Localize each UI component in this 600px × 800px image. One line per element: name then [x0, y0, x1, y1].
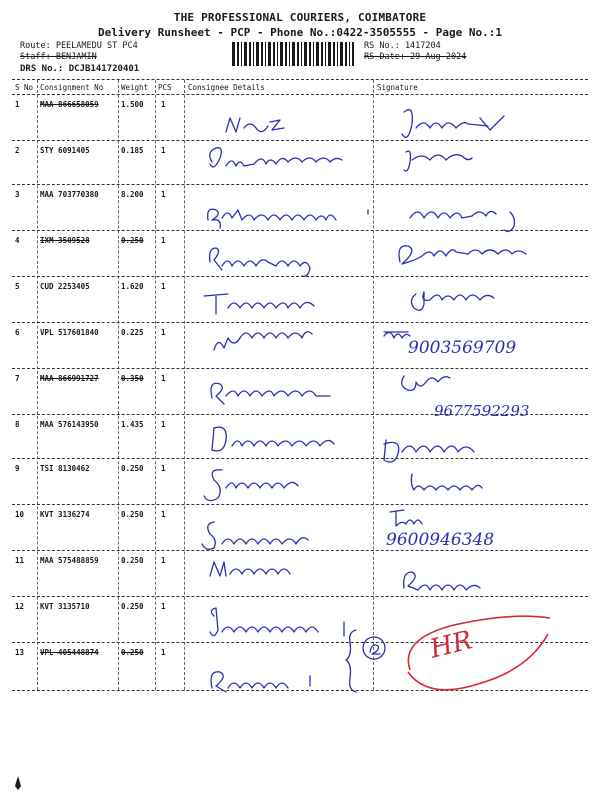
row-consignment-no: MAA 866991727 — [40, 374, 99, 383]
route-label: Route: PEELAMEDU ST PC4 — [20, 41, 138, 51]
row-weight: 0.250 — [121, 510, 144, 519]
handwritten-brace — [346, 630, 356, 692]
row-sno: 3 — [15, 190, 20, 199]
row-pcs: 1 — [161, 236, 166, 245]
col-header-consignee: Consignee Details — [188, 83, 265, 92]
row-pcs: 1 — [161, 328, 166, 337]
row-pcs: 1 — [161, 100, 166, 109]
row-weight: 0.225 — [121, 328, 144, 337]
handwritten-signature — [411, 292, 494, 310]
handwritten-name — [210, 608, 344, 636]
handwritten-phone: 9003569709 — [408, 338, 517, 358]
row-pcs: 1 — [161, 146, 166, 155]
handwritten-signature — [410, 211, 515, 231]
row-weight: 0.250 — [121, 236, 144, 245]
row-pcs: 1 — [161, 190, 166, 199]
handwritten-phone: 9677592293 — [434, 402, 530, 420]
handwritten-signature — [404, 151, 472, 171]
row-consignment-no: STY 6091405 — [40, 146, 90, 155]
handwritten-name — [226, 118, 284, 132]
row-consignment-no: VPL 517601840 — [40, 328, 99, 337]
row-pcs: 1 — [161, 374, 166, 383]
row-weight: 0.250 — [121, 648, 144, 657]
row-sno: 9 — [15, 464, 20, 473]
row-sno: 2 — [15, 146, 20, 155]
row-consignment-no: TSI 8130462 — [40, 464, 90, 473]
row-consignment-no: MAA 866658059 — [40, 100, 99, 109]
row-weight: 0.250 — [121, 464, 144, 473]
handwritten-name — [212, 427, 334, 451]
row-sno: 13 — [15, 648, 25, 657]
row-weight: 1.435 — [121, 420, 144, 429]
handwritten-name — [204, 294, 314, 314]
row-pcs: 1 — [161, 282, 166, 291]
row-sno: 6 — [15, 328, 20, 337]
row-pcs: 1 — [161, 510, 166, 519]
red-stamp — [396, 612, 560, 696]
handwritten-name — [202, 522, 308, 549]
col-header-pcs: PCS — [158, 83, 172, 92]
row-sno: 1 — [15, 100, 20, 109]
row-consignment-no: IXM 3509528 — [40, 236, 90, 245]
handwritten-signature — [384, 332, 410, 338]
row-weight: 1.500 — [121, 100, 144, 109]
row-pcs: 1 — [161, 556, 166, 565]
drs-number: DRS No.: DCJB141720401 — [20, 64, 140, 74]
rs-date: RS Date: 29-Aug-2024 — [364, 52, 467, 62]
row-consignment-no: CUD 2253405 — [40, 282, 90, 291]
row-pcs: 1 — [161, 464, 166, 473]
row-weight: 0.250 — [121, 556, 144, 565]
row-consignment-no: MAA 703770380 — [40, 190, 99, 199]
row-consignment-no: MAA 576143950 — [40, 420, 99, 429]
row-pcs: 1 — [161, 420, 166, 429]
row-weight: 0.185 — [121, 146, 144, 155]
row-sno: 12 — [15, 602, 25, 611]
handwritten-signature — [402, 110, 504, 138]
staff-label: Staff: BENJAMIN — [20, 52, 97, 62]
company-title: THE PROFESSIONAL COURIERS, COIMBATORE — [173, 11, 427, 24]
runsheet-subtitle: Delivery Runsheet - PCP - Phone No.:0422-3505555 - Page No.:1 — [98, 26, 502, 39]
handwritten-name — [208, 209, 368, 228]
stamp-text: HR — [426, 625, 476, 665]
row-consignment-no: KVT 3135710 — [40, 602, 90, 611]
row-weight: 0.250 — [121, 602, 144, 611]
handwritten-name — [210, 148, 342, 167]
row-sno: 7 — [15, 374, 20, 383]
rs-number: RS No.: 1417204 — [364, 41, 441, 51]
handwritten-signature — [390, 510, 422, 526]
handwritten-signature — [404, 572, 480, 590]
handwritten-signature — [411, 474, 482, 490]
row-consignment-no: KVT 3136274 — [40, 510, 90, 519]
row-sno: 4 — [15, 236, 20, 245]
handwritten-circle — [363, 637, 385, 659]
row-sno: 5 — [15, 282, 20, 291]
row-weight: 0.350 — [121, 374, 144, 383]
row-pcs: 1 — [161, 602, 166, 611]
row-sno: 10 — [15, 510, 25, 519]
handwritten-name — [211, 383, 330, 404]
row-pcs: 1 — [161, 648, 166, 657]
row-consignment-no: VPL 405448874 — [40, 648, 99, 657]
row-weight: 1.620 — [121, 282, 144, 291]
handwritten-name — [210, 248, 310, 276]
col-header-signature: Signature — [377, 83, 418, 92]
col-header-sno: S No — [15, 83, 34, 92]
handwritten-name — [204, 470, 298, 501]
handwritten-name — [214, 332, 312, 350]
handwritten-name — [210, 562, 290, 576]
row-sno: 8 — [15, 420, 20, 429]
handwritten-name — [211, 672, 310, 692]
handwritten-phone: 9600946348 — [386, 530, 495, 550]
row-weight: 8.200 — [121, 190, 144, 199]
handwritten-signature — [402, 376, 450, 390]
col-header-consignment: Consignment No — [40, 83, 104, 92]
row-consignment-no: MAA 575488859 — [40, 556, 99, 565]
handwritten-signature — [399, 246, 526, 264]
handwritten-signature — [384, 440, 474, 462]
col-header-weight: Weight — [121, 83, 149, 92]
corner-mark-icon — [14, 776, 22, 790]
row-sno: 11 — [15, 556, 25, 565]
